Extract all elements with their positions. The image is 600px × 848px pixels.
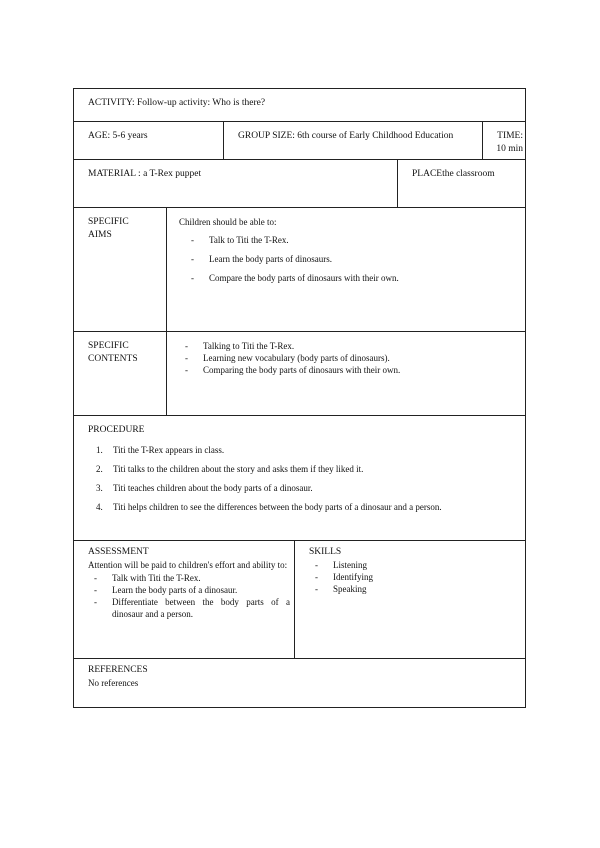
assessment-skills-row xyxy=(74,541,525,659)
specific-contents-label-line2: CONTENTS xyxy=(88,354,138,364)
list-item: - Speaking xyxy=(309,583,513,595)
procedure-steps xyxy=(88,444,511,513)
specific-aims-list xyxy=(185,234,515,284)
place-cell xyxy=(398,160,527,207)
references-label: REFERENCES xyxy=(88,665,148,675)
assessment-cell xyxy=(74,541,295,658)
references-row xyxy=(74,659,525,707)
assessment-intro: Attention will be paid to children's effort and ability to: xyxy=(88,560,288,570)
procedure-cell xyxy=(74,416,525,540)
list-item: - Comparing the body parts of dinosaurs with their own. xyxy=(179,364,515,376)
age-cell xyxy=(74,122,224,159)
activity-row xyxy=(74,89,525,122)
procedure-step: 2. Titi talks to the children about the story and asks them if they liked it. xyxy=(96,464,364,474)
activity-value: Follow-up activity: Who is there? xyxy=(137,98,266,108)
time-label: TIME: xyxy=(497,131,523,141)
assessment-label: ASSESSMENT xyxy=(88,547,149,557)
activity-cell xyxy=(74,89,525,121)
time-value: 10 min xyxy=(496,144,523,154)
skills-label: SKILLS xyxy=(309,547,342,557)
procedure-label: PROCEDURE xyxy=(88,425,145,435)
assessment-list xyxy=(88,572,290,620)
place-label: PLACE xyxy=(412,169,443,179)
lesson-plan-table xyxy=(73,88,526,708)
list-item: - Compare the body parts of dinosaurs with their own. xyxy=(185,272,515,284)
specific-aims-content-cell xyxy=(167,208,527,331)
material-value: a T-Rex puppet xyxy=(143,169,202,179)
group-size-cell xyxy=(224,122,483,159)
age-group-time-row xyxy=(74,122,525,160)
specific-contents-row xyxy=(74,332,525,416)
skills-list xyxy=(309,559,513,595)
procedure-row xyxy=(74,416,525,541)
list-item: - Talk to Titi the T-Rex. xyxy=(185,234,515,246)
group-size-label: GROUP SIZE: xyxy=(238,131,295,141)
material-place-row xyxy=(74,160,525,208)
list-item: - Talk with Titi the T-Rex. xyxy=(88,572,290,584)
list-item: - Identifying xyxy=(309,571,513,583)
skills-cell xyxy=(295,541,527,658)
specific-contents-content-cell xyxy=(167,332,527,415)
material-label: MATERIAL : xyxy=(88,169,141,179)
specific-aims-row xyxy=(74,208,525,332)
list-item: - Learn the body parts of dinosaurs. xyxy=(185,253,515,265)
references-value: No references xyxy=(88,678,139,688)
list-item: - Learn the body parts of a dinosaur. xyxy=(88,584,290,596)
age-label: AGE: xyxy=(88,131,111,141)
specific-aims-label: SPECIFIC AIMS xyxy=(88,217,129,240)
list-item: - Talking to Titi the T-Rex. xyxy=(179,340,515,352)
age-value: 5-6 years xyxy=(112,131,148,141)
references-cell xyxy=(74,659,525,707)
material-cell xyxy=(74,160,398,207)
activity-label: ACTIVITY: xyxy=(88,98,135,108)
procedure-step: 4. Titi helps children to see the differences between the body parts of a dinosaur and a person. xyxy=(96,502,442,512)
specific-contents-label-line1: SPECIFIC xyxy=(88,341,129,351)
specific-contents-label-cell xyxy=(74,332,167,415)
procedure-step: 3. Titi teaches children about the body parts of a dinosaur. xyxy=(96,483,313,493)
time-cell xyxy=(483,122,527,159)
specific-aims-label-cell xyxy=(74,208,167,331)
list-item: - Listening xyxy=(309,559,513,571)
list-item: - Differentiate between the body parts of a dinosaur and a person. xyxy=(88,596,290,620)
specific-contents-list xyxy=(179,340,515,376)
list-item: - Learning new vocabulary (body parts of dinosaurs). xyxy=(179,352,515,364)
group-size-value: 6th course of Early Childhood Education xyxy=(297,131,454,141)
specific-aims-intro: Children should be able to: xyxy=(179,217,277,227)
place-value: the classroom xyxy=(442,169,495,179)
procedure-step: 1. Titi the T-Rex appears in class. xyxy=(96,445,225,455)
